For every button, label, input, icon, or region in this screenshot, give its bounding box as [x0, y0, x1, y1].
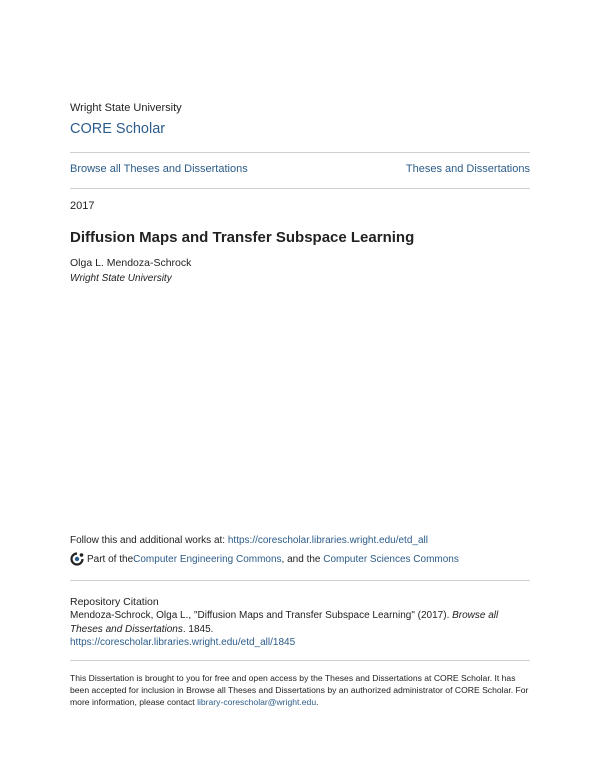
- author-name: Olga L. Mendoza-Schrock: [70, 257, 192, 269]
- institution-name: Wright State University: [70, 102, 182, 114]
- part-of-prefix: Part of the: [87, 553, 134, 565]
- divider-top: [70, 152, 530, 153]
- access-notice: [70, 672, 532, 708]
- computer-sciences-commons-link[interactable]: Computer Sciences Commons: [323, 553, 459, 565]
- notice-text: This Dissertation is brought to you for free and open access by the Theses and Dissertations at CORE Scholar. It has been accepted for inclusion in Browse all Theses and Dissertations by an authorized administrator of CORE Scholar. For more information, please contact: [70, 673, 529, 707]
- citation-heading: Repository Citation: [70, 596, 159, 608]
- browse-all-link[interactable]: Browse all Theses and Dissertations: [70, 163, 248, 175]
- computer-engineering-commons-link[interactable]: Computer Engineering Commons: [133, 553, 282, 565]
- notice-end: .: [316, 697, 319, 707]
- follow-prefix: Follow this and additional works at:: [70, 535, 228, 546]
- part-of-middle: , and the: [281, 553, 324, 565]
- follow-url-link[interactable]: https://corescholar.libraries.wright.edu/etd_all: [227, 535, 428, 546]
- citation-series: Browse all Theses and Dissertations: [70, 610, 499, 635]
- author-affiliation: Wright State University: [70, 273, 172, 284]
- commons-network-icon: [70, 552, 84, 566]
- citation-text: [70, 609, 532, 650]
- citation-body: Mendoza-Schrock, Olga L., "Diffusion Maps and Transfer Subspace Learning" (2017).: [70, 610, 453, 621]
- follow-line: [70, 535, 428, 546]
- citation-url-link[interactable]: https://corescholar.libraries.wright.edu/etd_all/1845: [70, 637, 296, 648]
- part-of-line: [70, 552, 459, 566]
- theses-dissertations-link[interactable]: Theses and Dissertations: [405, 163, 530, 175]
- divider-citation: [70, 580, 530, 581]
- repository-header: [70, 102, 530, 138]
- citation-number: . 1845.: [182, 623, 214, 635]
- collection-nav: [70, 163, 530, 175]
- divider-nav: [70, 188, 530, 189]
- divider-notice: [70, 660, 530, 661]
- publication-year: 2017: [70, 200, 95, 212]
- document-title: Diffusion Maps and Transfer Subspace Learning: [70, 229, 415, 246]
- repository-link[interactable]: CORE Scholar: [70, 121, 166, 137]
- contact-email-link[interactable]: library-corescholar@wright.edu: [197, 697, 317, 707]
